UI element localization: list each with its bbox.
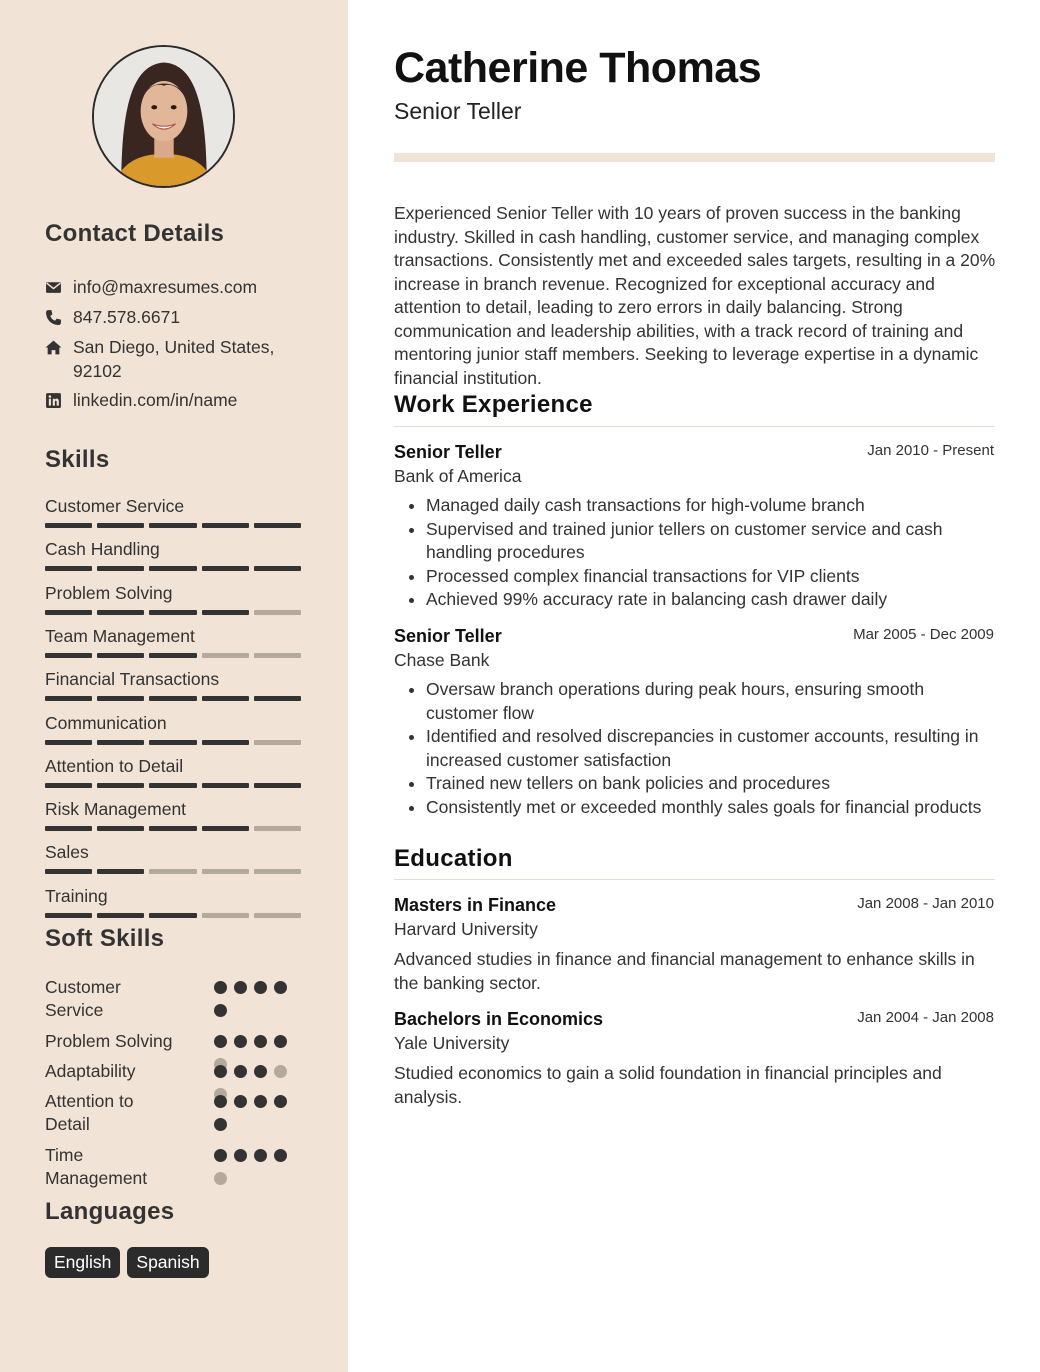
skill-level-segment-filled	[45, 783, 92, 788]
skill-label: Cash Handling	[45, 539, 160, 560]
sidebar	[0, 0, 348, 1372]
skill-level-segment-filled	[254, 566, 301, 571]
rating-dot-filled	[214, 1118, 227, 1131]
degree-title: Bachelors in Economics	[394, 1009, 604, 1029]
skill-level-segment-empty	[202, 653, 249, 658]
skill-level-segment-filled	[97, 913, 144, 918]
skill-level-meter	[45, 740, 301, 745]
rating-dot-filled	[214, 1065, 227, 1078]
skill-level-segment-filled	[149, 740, 196, 745]
skill-level-segment-filled	[45, 610, 92, 615]
skill-level-segment-filled	[149, 913, 196, 918]
degree-description: Studied economics to gain a solid foundation in financial principles and analysis.	[394, 1063, 942, 1107]
rating-dot-filled	[234, 1035, 247, 1048]
header-divider	[394, 153, 995, 162]
skill-level-meter	[45, 826, 301, 831]
skill-level-segment-empty	[149, 869, 196, 874]
skill-label: Customer Service	[45, 496, 185, 516]
skill-item	[45, 841, 301, 874]
rating-dot-filled	[214, 1004, 227, 1017]
soft-skill-label: Attention to Detail	[45, 1091, 134, 1134]
skill-level-segment-filled	[149, 783, 196, 788]
degree-date: Jan 2004 - Jan 2008	[857, 1009, 994, 1026]
rating-dot-filled	[254, 1149, 267, 1162]
work-entry	[394, 624, 994, 819]
rating-dot-filled	[214, 1095, 227, 1108]
skill-level-segment-filled	[45, 653, 92, 658]
skill-label: Financial Transactions	[45, 669, 220, 690]
skill-level-segment-filled	[254, 696, 301, 701]
profile-photo	[92, 45, 235, 188]
skill-level-segment-filled	[149, 653, 196, 658]
skill-level-segment-filled	[149, 523, 196, 528]
candidate-name: Catherine Thomas	[394, 44, 762, 92]
skill-level-segment-filled	[149, 696, 196, 701]
work-heading: Work Experience	[394, 391, 593, 418]
skill-level-segment-filled	[97, 653, 144, 658]
skill-label: Risk Management	[45, 799, 187, 820]
profile-summary: Experienced Senior Teller with 10 years of proven success in the banking industry. Skilled in cash handling, customer service, and managing complex transactions. Consistently met and exceeded sales targets, resulting in a 20% increase in branch revenue. Recognized for exceptional accuracy and attention to detail, leading to zero errors in daily balancing. Strong communication and leadership abilities, with a track record of training and mentoring junior staff members. Seeking to leverage expertise in a dynamic financial institution.	[394, 203, 996, 388]
skill-level-segment-filled	[202, 783, 249, 788]
skill-level-segment-filled	[45, 566, 92, 571]
soft-skill-rating	[214, 981, 294, 1017]
soft-skills-heading: Soft Skills	[45, 925, 165, 952]
skill-level-meter	[45, 696, 301, 701]
skill-level-segment-filled	[97, 869, 144, 874]
skill-level-segment-filled	[45, 696, 92, 701]
email-text: info@maxresumes.com	[73, 277, 258, 297]
linkedin-icon	[45, 388, 73, 412]
skill-level-segment-filled	[149, 566, 196, 571]
rating-dot-empty	[274, 1065, 287, 1078]
soft-skill-label: Time Management	[45, 1145, 148, 1188]
skill-level-meter	[45, 869, 301, 874]
job-bullet: • Processed complex financial transactions for VIP clients	[426, 565, 994, 589]
skill-level-segment-filled	[45, 869, 92, 874]
skill-level-segment-empty	[254, 740, 301, 745]
skill-level-segment-empty	[254, 653, 301, 658]
skill-level-segment-empty	[254, 610, 301, 615]
skill-item	[45, 668, 301, 701]
skill-level-meter	[45, 566, 301, 571]
soft-skill-rating	[214, 1095, 294, 1131]
degree-description: Advanced studies in finance and financial management to enhance skills in the banking sector.	[394, 949, 975, 993]
job-date: Jan 2010 - Present	[867, 442, 994, 459]
employer: Chase Bank	[394, 650, 490, 670]
job-title: Senior Teller	[394, 442, 502, 462]
education-entry	[394, 893, 994, 995]
skill-item	[45, 538, 301, 571]
envelope-icon	[45, 275, 73, 299]
skill-level-segment-filled	[97, 826, 144, 831]
education-entry	[394, 1007, 994, 1109]
skill-level-segment-empty	[254, 826, 301, 831]
skill-level-segment-filled	[97, 696, 144, 701]
rating-dot-filled	[274, 1149, 287, 1162]
rating-dot-filled	[274, 981, 287, 994]
job-title: Senior Teller	[394, 626, 502, 646]
degree-title: Masters in Finance	[394, 895, 557, 915]
skill-level-segment-filled	[45, 913, 92, 918]
rating-dot-filled	[234, 1149, 247, 1162]
skill-level-segment-filled	[149, 826, 196, 831]
contact-linkedin[interactable]	[45, 388, 305, 412]
skill-level-segment-filled	[97, 740, 144, 745]
contact-heading: Contact Details	[45, 220, 225, 247]
contact-phone[interactable]	[45, 305, 305, 329]
skill-level-segment-filled	[97, 783, 144, 788]
job-bullet: • Identified and resolved discrepancies in customer accounts, resulting in increased customer satisfaction	[426, 725, 994, 772]
phone-icon	[45, 305, 73, 329]
skill-level-segment-empty	[254, 869, 301, 874]
skill-level-segment-filled	[97, 610, 144, 615]
rating-dot-filled	[234, 1065, 247, 1078]
job-bullet: • Supervised and trained junior tellers on customer service and cash handling procedures	[426, 518, 994, 565]
skill-level-segment-empty	[202, 869, 249, 874]
rating-dot-filled	[254, 1095, 267, 1108]
rating-dot-filled	[214, 981, 227, 994]
skill-level-segment-filled	[202, 826, 249, 831]
skill-label: Communication	[45, 712, 167, 733]
skill-level-segment-filled	[202, 740, 249, 745]
job-bullet: • Managed daily cash transactions for high-volume branch	[426, 494, 994, 518]
soft-skill-label: Problem Solving	[45, 1031, 173, 1051]
rating-dot-filled	[254, 1065, 267, 1078]
skills-heading: Skills	[45, 446, 110, 473]
skill-label: Team Management	[45, 625, 195, 646]
language-pill: English	[45, 1247, 120, 1278]
skill-level-segment-filled	[202, 566, 249, 571]
employer: Bank of America	[394, 466, 522, 486]
languages-heading: Languages	[45, 1198, 175, 1225]
languages-list	[45, 1247, 209, 1278]
work-entry	[394, 440, 994, 612]
job-bullet: • Oversaw branch operations during peak hours, ensuring smooth customer flow	[426, 678, 994, 725]
rating-dot-filled	[274, 1035, 287, 1048]
rating-dot-filled	[214, 1035, 227, 1048]
skill-item	[45, 582, 301, 615]
school: Yale University	[394, 1033, 510, 1053]
job-date: Mar 2005 - Dec 2009	[853, 626, 994, 643]
skill-item	[45, 885, 301, 918]
skill-level-segment-filled	[45, 826, 92, 831]
skill-level-meter	[45, 610, 301, 615]
skill-item	[45, 625, 301, 658]
skill-level-meter	[45, 523, 301, 528]
rating-dot-empty	[214, 1172, 227, 1185]
soft-skill-rating	[214, 1149, 294, 1185]
home-icon	[45, 335, 73, 359]
address-text: San Diego, United States, 92102	[73, 337, 275, 381]
linkedin-text: linkedin.com/in/name	[73, 390, 238, 410]
job-bullet: • Trained new tellers on bank policies and procedures	[426, 772, 994, 796]
degree-date: Jan 2008 - Jan 2010	[857, 895, 994, 912]
skill-level-segment-filled	[202, 696, 249, 701]
language-pill: Spanish	[127, 1247, 208, 1278]
contact-email[interactable]	[45, 275, 305, 299]
skill-level-segment-filled	[149, 610, 196, 615]
skill-level-meter	[45, 653, 301, 658]
soft-skill-label: Adaptability	[45, 1061, 136, 1081]
rating-dot-filled	[214, 1149, 227, 1162]
candidate-title: Senior Teller	[394, 98, 522, 124]
skill-level-segment-filled	[254, 523, 301, 528]
skill-item	[45, 495, 301, 528]
contact-address	[45, 335, 305, 383]
skill-label: Problem Solving	[45, 582, 173, 603]
skill-item	[45, 798, 301, 831]
school: Harvard University	[394, 919, 538, 939]
education-divider	[394, 879, 995, 880]
job-bullets	[394, 678, 994, 819]
rating-dot-filled	[254, 1035, 267, 1048]
rating-dot-filled	[274, 1095, 287, 1108]
skill-label: Sales	[45, 842, 89, 863]
rating-dot-filled	[234, 981, 247, 994]
skill-item	[45, 755, 301, 788]
skill-level-segment-filled	[97, 523, 144, 528]
rating-dot-filled	[234, 1095, 247, 1108]
skill-level-segment-empty	[202, 913, 249, 918]
job-bullet: • Achieved 99% accuracy rate in balancing cash drawer daily	[426, 588, 994, 612]
portrait-image	[94, 47, 233, 186]
skill-level-meter	[45, 913, 301, 918]
skill-level-segment-filled	[202, 610, 249, 615]
rating-dot-filled	[254, 981, 267, 994]
skill-label: Attention to Detail	[45, 755, 184, 776]
skill-level-segment-filled	[254, 783, 301, 788]
skill-level-segment-filled	[202, 523, 249, 528]
skill-level-segment-empty	[254, 913, 301, 918]
skill-item	[45, 712, 301, 745]
skill-label: Training	[45, 885, 108, 906]
skill-level-segment-filled	[97, 566, 144, 571]
skill-level-meter	[45, 783, 301, 788]
job-bullet: • Consistently met or exceeded monthly sales goals for financial products	[426, 796, 994, 820]
phone-text: 847.578.6671	[73, 307, 181, 327]
work-divider	[394, 426, 995, 427]
job-bullets	[394, 494, 994, 612]
skill-level-segment-filled	[45, 523, 92, 528]
soft-skill-label: Customer Service	[45, 977, 121, 1020]
skill-level-segment-filled	[45, 740, 92, 745]
education-heading: Education	[394, 845, 513, 872]
